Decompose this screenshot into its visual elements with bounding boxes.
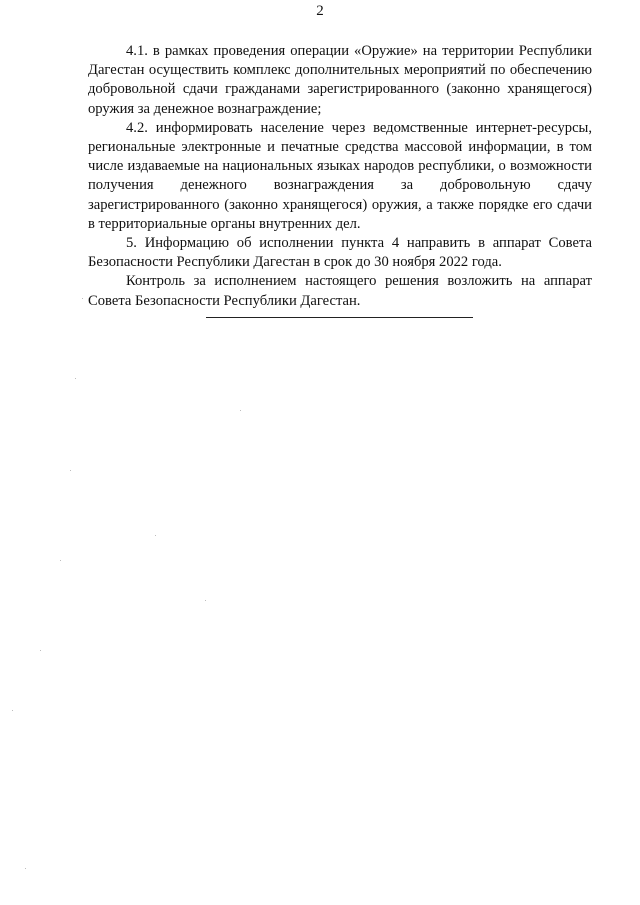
scan-speck	[205, 600, 206, 601]
closing-divider-line	[206, 317, 473, 318]
paragraph-control: Контроль за исполнением настоящего решения возложить на аппарат Совета Безопасности Республики Дагестан.	[88, 273, 592, 309]
scan-speck	[155, 535, 156, 536]
scan-speck	[240, 410, 241, 411]
scan-speck	[70, 470, 71, 471]
scan-speck	[75, 378, 76, 379]
document-body	[88, 42, 592, 311]
page-number: 2	[316, 3, 324, 19]
paragraph-4-1: 4.1. в рамках проведения операции «Оружие» на территории Республики Дагестан осуществить комплекс дополнительных мероприятий по обеспечению добровольной сдачи гражданами зарегистрированного (законно хранящегося) оружия за денежное вознаграждение;	[88, 43, 592, 117]
scan-speck	[82, 298, 83, 299]
paragraph-4-2: 4.2. информировать население через ведомственные интернет-ресурсы, региональные электронные и печатные средства массовой информации, в том числе издаваемые на национальных языках народов республики, о возможности получения денежного вознаграждения за добровольную сдачу зарегистрированного (законно хранящегося) оружия, а также порядке его сдачи в территориальные органы внутренних дел.	[88, 119, 592, 232]
scan-speck	[40, 650, 41, 651]
scan-speck	[12, 710, 13, 711]
scan-speck	[25, 868, 26, 869]
paragraph-5: 5. Информацию об исполнении пункта 4 направить в аппарат Совета Безопасности Республики Дагестан в срок до 30 ноября 2022 года.	[88, 235, 592, 271]
scan-speck	[60, 560, 61, 561]
